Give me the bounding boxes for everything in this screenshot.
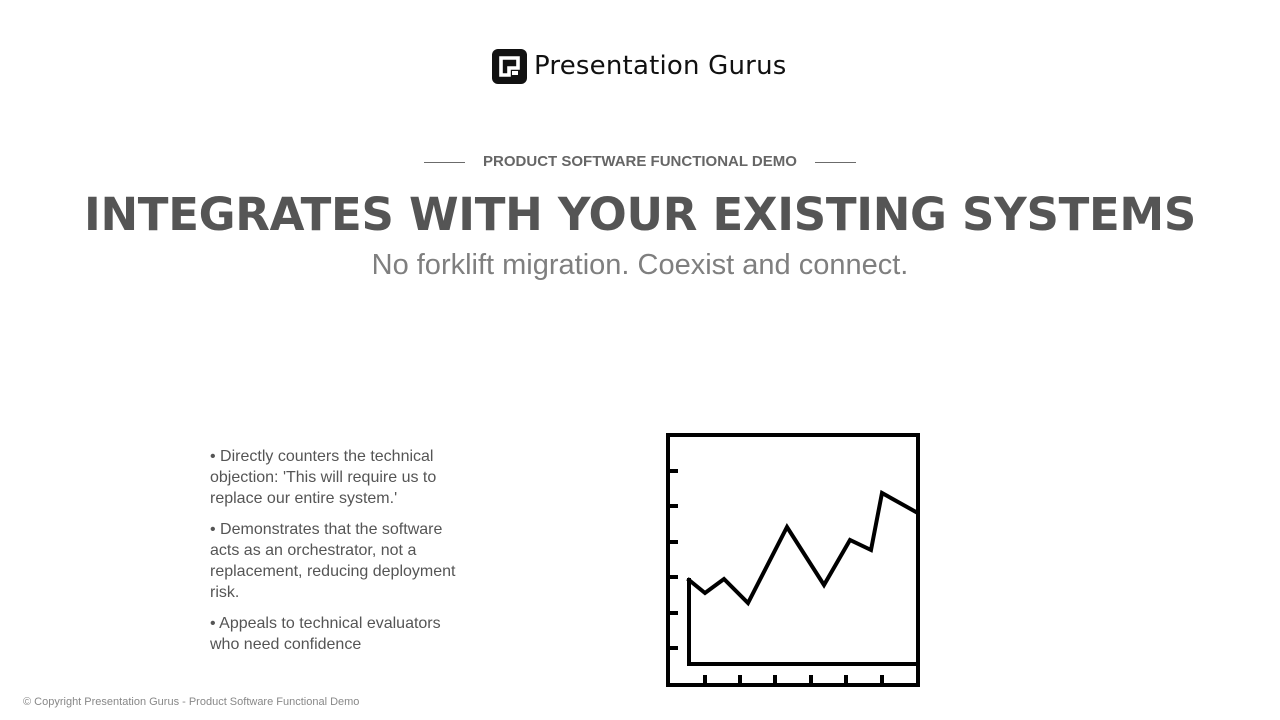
eyebrow-row xyxy=(0,151,1280,173)
bullet-item: • Appeals to technical evaluators who need confidence xyxy=(210,615,441,653)
bullet-item: • Directly counters the technical objection: 'This will require us to replace our entire system.' xyxy=(210,448,437,507)
slide-title: INTEGRATES WITH YOUR EXISTING SYSTEMS xyxy=(84,188,1196,241)
pg-logo-icon xyxy=(492,49,527,84)
eyebrow-divider-right xyxy=(815,162,856,163)
bullet-list xyxy=(210,446,462,665)
slide-subtitle: No forklift migration. Coexist and connect. xyxy=(371,249,909,281)
footer-copyright: © Copyright Presentation Gurus - Product Software Functional Demo xyxy=(23,696,360,708)
line-chart-icon xyxy=(662,430,924,690)
eyebrow-divider-left xyxy=(424,162,465,163)
eyebrow-label: PRODUCT SOFTWARE FUNCTIONAL DEMO xyxy=(483,153,797,170)
bullet-item: • Demonstrates that the software acts as an orchestrator, not a replacement, reducing deployment risk. xyxy=(210,521,456,601)
brand-logo xyxy=(492,48,787,84)
brand-name: Presentation Gurus xyxy=(534,51,787,81)
